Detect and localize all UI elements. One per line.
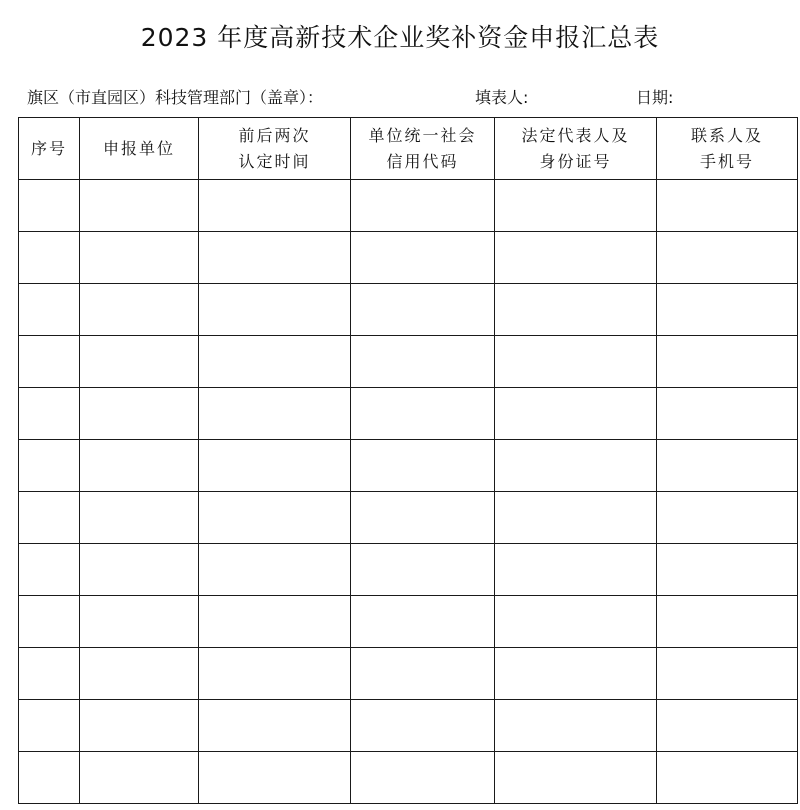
table-cell[interactable] <box>80 388 199 440</box>
table-cell[interactable] <box>80 284 199 336</box>
table-cell[interactable] <box>199 440 351 492</box>
table-cell[interactable] <box>495 388 657 440</box>
table-cell[interactable] <box>199 596 351 648</box>
table-cell[interactable] <box>80 752 199 804</box>
table-cell[interactable] <box>80 180 199 232</box>
table-cell[interactable] <box>199 700 351 752</box>
table-row <box>19 388 798 440</box>
table-cell[interactable] <box>657 388 798 440</box>
header-legal-representative <box>495 118 657 180</box>
table-row <box>19 596 798 648</box>
form-filler-label: 填表人: <box>475 88 529 107</box>
table-cell[interactable] <box>351 492 495 544</box>
table-cell[interactable] <box>199 284 351 336</box>
table-cell[interactable] <box>199 648 351 700</box>
table-cell[interactable] <box>495 232 657 284</box>
table-cell[interactable] <box>19 180 80 232</box>
table-cell[interactable] <box>657 440 798 492</box>
table-cell[interactable] <box>351 440 495 492</box>
header-text: 认定时间 <box>238 151 311 171</box>
table-cell[interactable] <box>351 388 495 440</box>
table-row <box>19 544 798 596</box>
header-serial-number <box>19 118 80 180</box>
header-text: 申报单位 <box>102 138 175 158</box>
table-cell[interactable] <box>495 440 657 492</box>
table-cell[interactable] <box>19 596 80 648</box>
table-cell[interactable] <box>19 752 80 804</box>
table-cell[interactable] <box>19 232 80 284</box>
table-row <box>19 752 798 804</box>
table-cell[interactable] <box>19 492 80 544</box>
table-cell[interactable] <box>657 492 798 544</box>
table-cell[interactable] <box>351 232 495 284</box>
table-cell[interactable] <box>199 544 351 596</box>
table-row <box>19 180 798 232</box>
table-cell[interactable] <box>199 336 351 388</box>
table-cell[interactable] <box>80 700 199 752</box>
table-cell[interactable] <box>495 492 657 544</box>
table-body <box>19 180 798 804</box>
header-text: 单位统一社会 <box>368 125 477 145</box>
table-cell[interactable] <box>80 648 199 700</box>
table-cell[interactable] <box>199 180 351 232</box>
summary-table <box>18 117 798 804</box>
header-text: 联系人及 <box>690 125 763 145</box>
table-cell[interactable] <box>351 752 495 804</box>
table-cell[interactable] <box>657 700 798 752</box>
table-cell[interactable] <box>351 544 495 596</box>
header-applicant-unit <box>80 118 199 180</box>
table-row <box>19 492 798 544</box>
table-cell[interactable] <box>351 180 495 232</box>
table-cell[interactable] <box>80 492 199 544</box>
table-cell[interactable] <box>19 648 80 700</box>
table-cell[interactable] <box>495 544 657 596</box>
table-cell[interactable] <box>80 232 199 284</box>
table-cell[interactable] <box>495 284 657 336</box>
table-cell[interactable] <box>495 700 657 752</box>
table-row <box>19 232 798 284</box>
table-cell[interactable] <box>351 336 495 388</box>
table-row <box>19 284 798 336</box>
table-cell[interactable] <box>351 284 495 336</box>
table-cell[interactable] <box>199 752 351 804</box>
table-cell[interactable] <box>80 596 199 648</box>
table-cell[interactable] <box>351 700 495 752</box>
table-cell[interactable] <box>495 180 657 232</box>
table-cell[interactable] <box>80 336 199 388</box>
document-title: 2023 年度高新技术企业奖补资金申报汇总表 <box>140 23 660 52</box>
table-cell[interactable] <box>19 440 80 492</box>
table-cell[interactable] <box>80 544 199 596</box>
table-cell[interactable] <box>495 596 657 648</box>
table-cell[interactable] <box>657 336 798 388</box>
table-cell[interactable] <box>351 596 495 648</box>
table-row <box>19 440 798 492</box>
table-cell[interactable] <box>19 544 80 596</box>
department-seal-label: 旗区（市直园区）科技管理部门（盖章）： <box>27 88 324 107</box>
table-cell[interactable] <box>657 180 798 232</box>
header-certification-dates <box>199 118 351 180</box>
header-text: 序号 <box>30 138 67 158</box>
table-cell[interactable] <box>19 336 80 388</box>
table-cell[interactable] <box>80 440 199 492</box>
date-label: 日期: <box>636 88 674 107</box>
table-cell[interactable] <box>199 232 351 284</box>
table-cell[interactable] <box>351 648 495 700</box>
table-cell[interactable] <box>657 596 798 648</box>
table-cell[interactable] <box>199 388 351 440</box>
header-row <box>19 118 798 180</box>
header-text: 前后两次 <box>238 125 311 145</box>
table-cell[interactable] <box>657 648 798 700</box>
table-cell[interactable] <box>19 700 80 752</box>
table-cell[interactable] <box>495 336 657 388</box>
header-text: 法定代表人及 <box>521 125 630 145</box>
table-cell[interactable] <box>657 284 798 336</box>
header-credit-code <box>351 118 495 180</box>
table-cell[interactable] <box>657 752 798 804</box>
table-cell[interactable] <box>495 752 657 804</box>
header-text: 手机号 <box>699 151 754 171</box>
table-row <box>19 336 798 388</box>
table-cell[interactable] <box>199 492 351 544</box>
table-cell[interactable] <box>19 284 80 336</box>
table-cell[interactable] <box>495 648 657 700</box>
header-contact-person <box>657 118 798 180</box>
table-row <box>19 700 798 752</box>
header-text: 身份证号 <box>539 151 612 171</box>
header-text: 信用代码 <box>386 151 459 171</box>
table-cell[interactable] <box>657 232 798 284</box>
table-cell[interactable] <box>19 388 80 440</box>
table-cell[interactable] <box>657 544 798 596</box>
table-row <box>19 648 798 700</box>
